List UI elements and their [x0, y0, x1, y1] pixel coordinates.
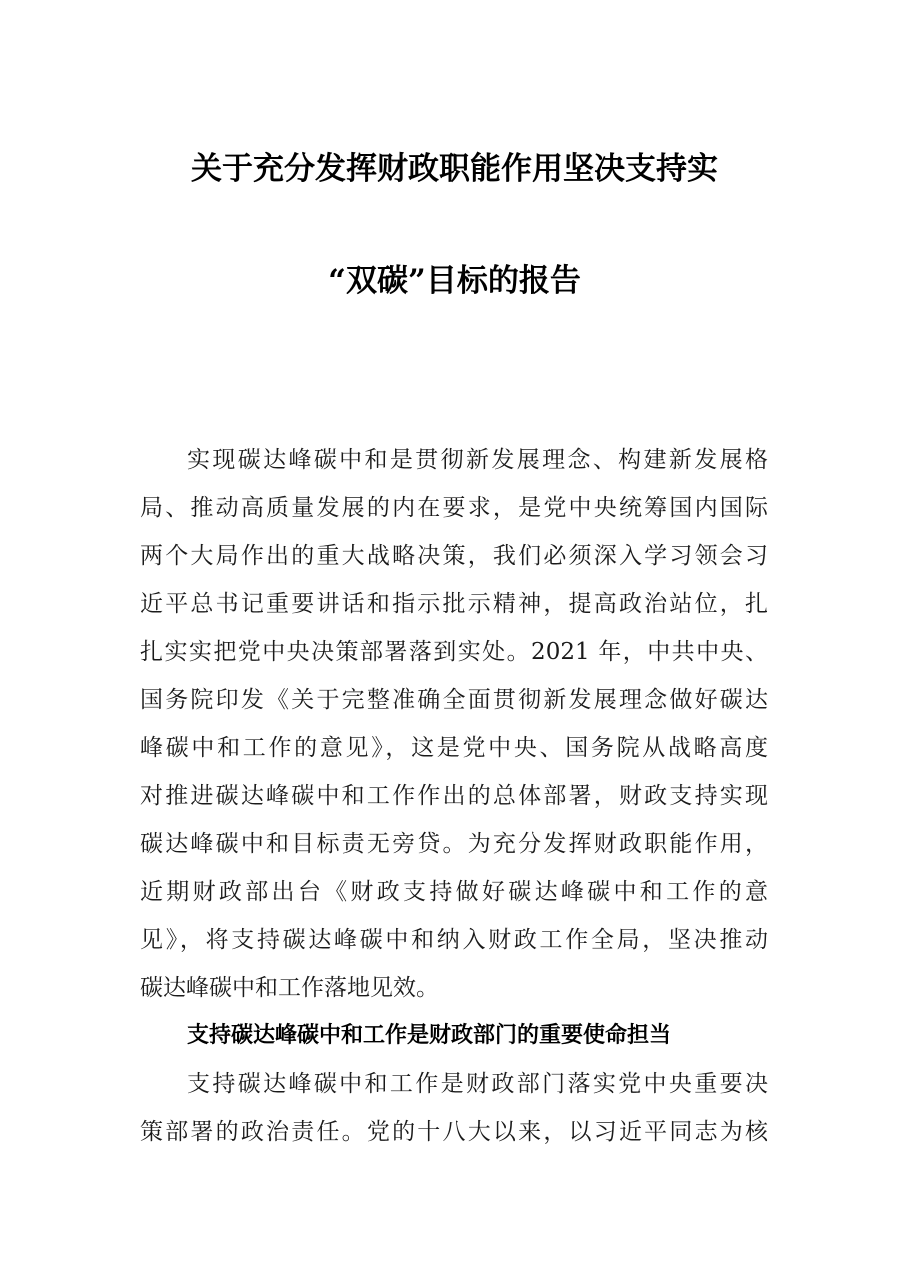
document-title-line-1: 关于充分发挥财政职能作用坚决支持实 — [191, 151, 718, 187]
paragraph-1-line-10: 近期财政部出台《财政支持做好碳达峰碳中和工作的意 — [140, 879, 768, 905]
paragraph-1-line-12: 碳达峰碳中和工作落地见效。 — [140, 975, 439, 1001]
paragraph-2-line-2: 策部署的政治责任。党的十八大以来，以习近平同志为核 — [140, 1119, 768, 1145]
paragraph-1-line-2: 局、推动高质量发展的内在要求，是党中央统筹国内国际 — [140, 495, 768, 521]
section-heading: 支持碳达峰碳中和工作是财政部门的重要使命担当 — [187, 1023, 672, 1048]
paragraph-1-line-6: 国务院印发《关于完整准确全面贯彻新发展理念做好碳达 — [140, 687, 768, 713]
paragraph-1-line-11: 见》，将支持碳达峰碳中和纳入财政工作全局，坚决推动 — [140, 927, 768, 953]
document-title-line-2: “双碳”目标的报告 — [328, 263, 581, 299]
paragraph-2-line-1: 支持碳达峰碳中和工作是财政部门落实党中央重要决 — [187, 1071, 768, 1097]
paragraph-1-line-8: 对推进碳达峰碳中和工作作出的总体部署，财政支持实现 — [140, 783, 768, 809]
paragraph-1-line-9: 碳达峰碳中和目标责无旁贷。为充分发挥财政职能作用， — [140, 831, 768, 857]
paragraph-1-line-7: 峰碳中和工作的意见》，这是党中央、国务院从战略高度 — [140, 735, 768, 761]
paragraph-1-line-4: 近平总书记重要讲话和指示批示精神，提高政治站位，扎 — [140, 591, 768, 617]
paragraph-1-line-5: 扎实实把党中央决策部署落到实处。2021 年，中共中央、 — [140, 639, 768, 665]
paragraph-1-line-3: 两个大局作出的重大战略决策，我们必须深入学习领会习 — [140, 543, 768, 569]
paragraph-1-line-1: 实现碳达峰碳中和是贯彻新发展理念、构建新发展格 — [187, 447, 768, 473]
